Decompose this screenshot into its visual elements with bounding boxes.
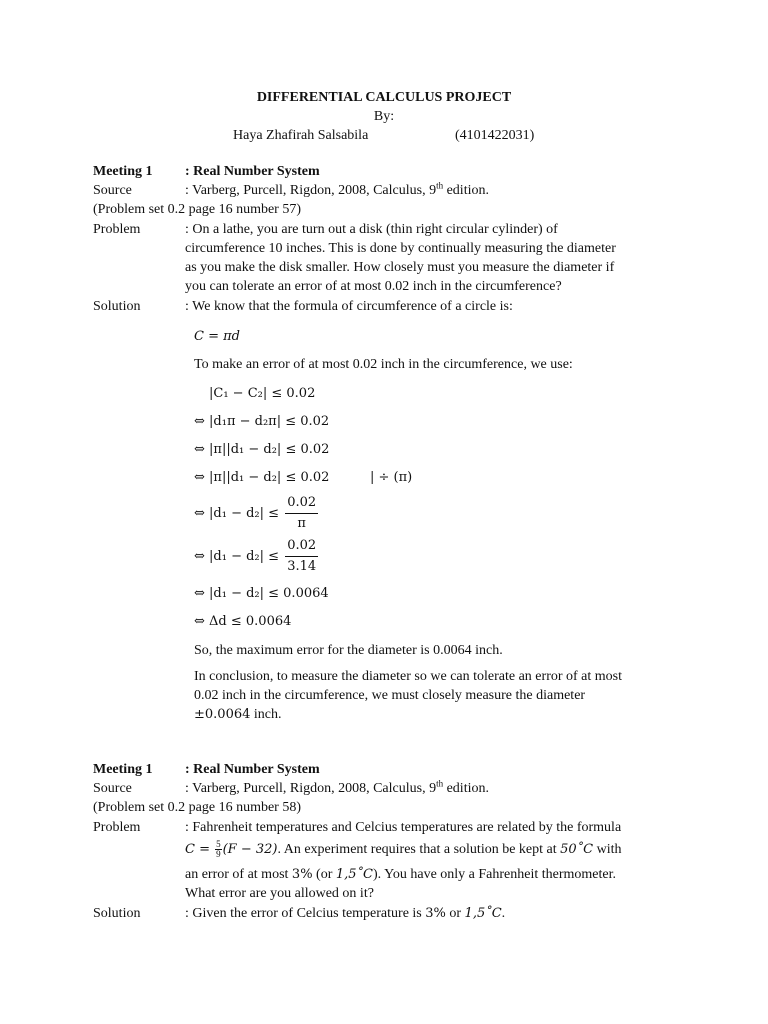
student-id: (4101422031) — [455, 128, 535, 143]
circumference-formula: C = πd — [194, 329, 240, 344]
meeting-topic: : Real Number System — [185, 762, 320, 777]
source-label: Source — [93, 183, 132, 198]
step-2: ⇔ |d₁π − d₂π| ≤ 0.02 — [194, 414, 330, 429]
problem-line: you can tolerate an error of at most 0.02 inch in the circumference? — [185, 279, 562, 294]
conclusion-line: ±0.0064 inch. — [194, 707, 282, 722]
step-4-note: | ÷ (π) — [370, 470, 413, 485]
step-4: ⇔ |π||d₁ − d₂| ≤ 0.02 — [194, 470, 330, 485]
step-1: |C₁ − C₂| ≤ 0.02 — [209, 386, 316, 401]
meeting-label: Meeting 1 — [93, 164, 153, 179]
problem-set: (Problem set 0.2 page 16 number 57) — [93, 202, 302, 217]
error-intro: To make an error of at most 0.02 inch in the circumference, we use: — [194, 357, 573, 372]
problem-label: Problem — [93, 820, 141, 835]
meeting-topic: : Real Number System — [185, 164, 320, 179]
step-8: ⇔ Δd ≤ 0.0064 — [194, 614, 292, 629]
document-title: DIFFERENTIAL CALCULUS PROJECT — [256, 90, 512, 105]
step-5: ⇔ |d₁ − d₂| ≤ $\frac{0.02}{\pi}$ — [194, 495, 317, 531]
problem-line: C = $\frac{5}{9}$ (F − 32). An experiment requires that a solution be kept at 50˚C with — [185, 839, 622, 860]
source-text: : Varberg, Purcell, Rigdon, 2008, Calculus, 9th edition. — [185, 180, 489, 198]
problem-line: What error are you allowed on it? — [185, 886, 374, 901]
problem-line: circumference 10 inches. This is done by continually measuring the diameter — [185, 241, 616, 256]
solution-intro: : We know that the formula of circumference of a circle is: — [185, 299, 513, 314]
conclusion-line: 0.02 inch in the circumference, we must closely measure the diameter — [194, 688, 586, 703]
step-7: ⇔ |d₁ − d₂| ≤ 0.0064 — [194, 586, 329, 601]
solution-label: Solution — [93, 906, 141, 921]
max-error-statement: So, the maximum error for the diameter is 0.0064 inch. — [194, 643, 503, 658]
source-label: Source — [93, 781, 132, 796]
problem-set: (Problem set 0.2 page 16 number 58) — [93, 800, 302, 815]
meeting-label: Meeting 1 — [93, 762, 153, 777]
solution-intro: : Given the error of Celcius temperature is 3% or 1,5˚C. — [185, 906, 506, 921]
solution-label: Solution — [93, 299, 141, 314]
problem-line: as you make the disk smaller. How closely must you measure the diameter if — [185, 260, 615, 275]
step-3: ⇔ |π||d₁ − d₂| ≤ 0.02 — [194, 442, 330, 457]
author-name: Haya Zhafirah Salsabila — [233, 128, 369, 143]
step-6: ⇔ |d₁ − d₂| ≤ $\frac{0.02}{3.14}$ — [194, 538, 317, 574]
problem-line: : Fahrenheit temperatures and Celcius temperatures are related by the formula — [185, 820, 622, 835]
problem-label: Problem — [93, 222, 141, 237]
problem-line: : On a lathe, you are turn out a disk (thin right circular cylinder) of — [185, 222, 558, 237]
problem-line: an error of at most 3% (or 1,5˚C). You have only a Fahrenheit thermometer. — [185, 867, 617, 882]
by-label: By: — [373, 109, 395, 124]
source-text: : Varberg, Purcell, Rigdon, 2008, Calculus, 9th edition. — [185, 778, 489, 796]
conclusion-line: In conclusion, to measure the diameter so we can tolerate an error of at most — [194, 669, 623, 684]
